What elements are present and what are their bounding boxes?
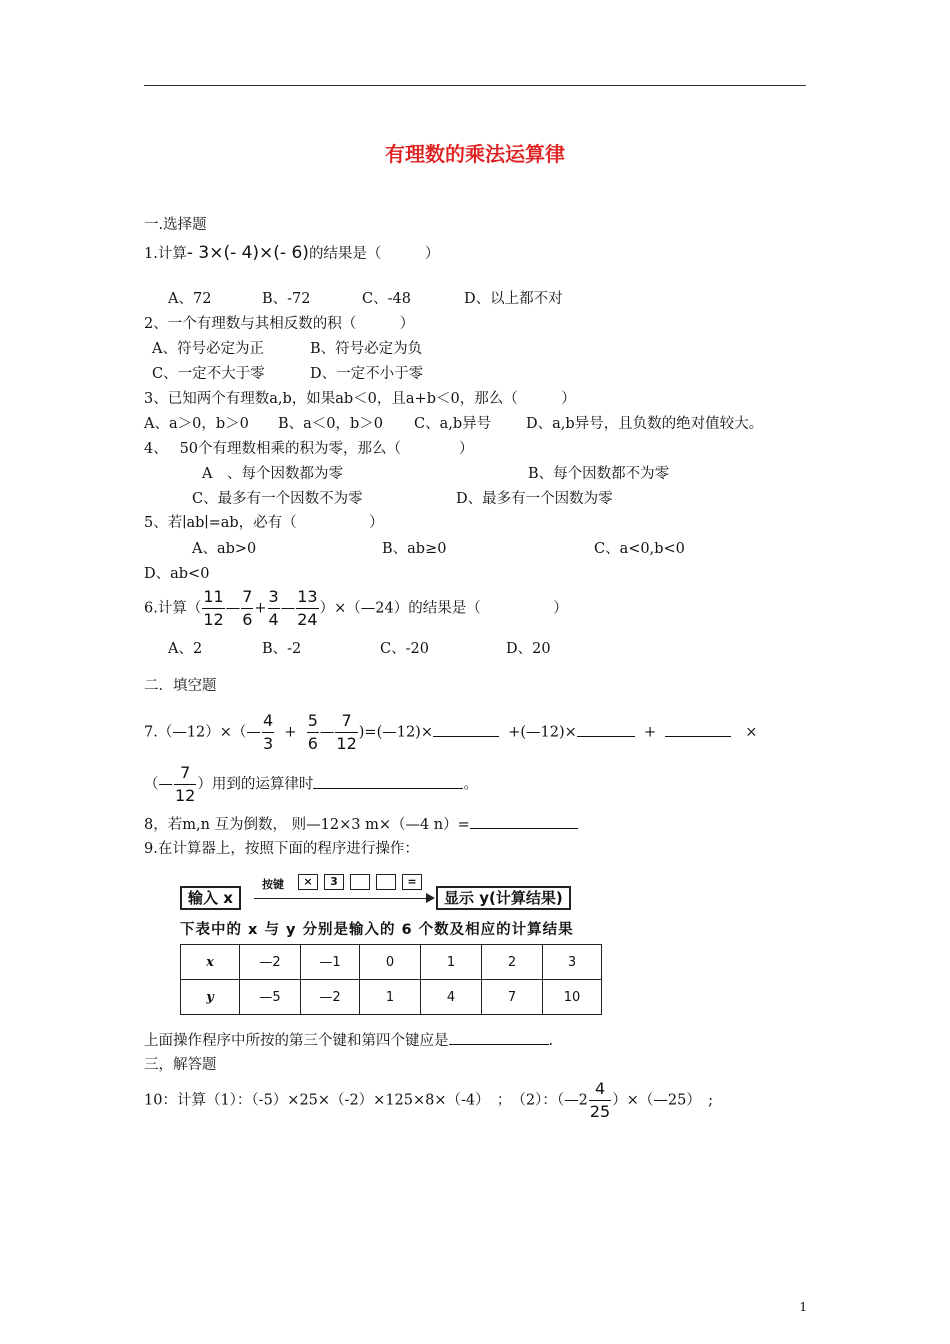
q5-option-b: B、ab≥0 xyxy=(382,541,447,557)
q7-mid: )=(—12)× xyxy=(358,724,433,741)
section-heading-solve: 三，解答题 xyxy=(144,1057,217,1073)
q10-fraction: $\frac{4}{25}$ xyxy=(589,1079,611,1121)
section-heading-choice: 一.选择题 xyxy=(144,217,207,233)
question-7-line-2 xyxy=(144,762,478,807)
q7-operator-1: + xyxy=(284,724,297,741)
q2-option-b: B、符号必定为负 xyxy=(310,341,423,357)
q1-suffix: 的结果是（ ） xyxy=(308,246,440,262)
xy-table xyxy=(180,944,602,1015)
q9-question-text: 上面操作程序中所按的第三个键和第四个键应是 xyxy=(144,1033,449,1049)
q6-fraction-2: $\frac{7}{6}$ xyxy=(242,587,253,629)
question-2: 2、一个有理数与其相反数的积（ ） xyxy=(144,316,415,332)
q7-plus-1: +(—12)× xyxy=(508,724,577,741)
x-cell: —2 xyxy=(240,945,301,980)
q4-option-c: C、最多有一个因数不为零 xyxy=(192,491,363,507)
q7-fraction-1: $\frac{4}{3}$ xyxy=(262,711,274,753)
q2-option-d: D、一定不小于零 xyxy=(310,366,424,382)
question-4: 4、 50个有理数相乘的积为零，那么（ ） xyxy=(144,441,474,457)
q4-option-a: A 、每个因数都为零 xyxy=(202,466,343,482)
q7-end: 。 xyxy=(463,776,478,793)
q4-option-b: B、每个因数都不为零 xyxy=(528,466,670,482)
q7-fraction-3: $\frac{7}{12}$ xyxy=(336,711,357,753)
q5-option-a: A、ab>0 xyxy=(192,541,257,557)
q7-prefix: 7.（—12）×（— xyxy=(144,724,261,741)
y-cell: —2 xyxy=(301,980,360,1015)
question-7-line-1 xyxy=(144,710,757,755)
q2-option-c: C、一定不大于零 xyxy=(152,366,265,382)
y-cell: 1 xyxy=(360,980,421,1015)
q2-option-a: A、符号必定为正 xyxy=(152,341,264,357)
flow-arrow-line xyxy=(254,898,426,899)
q7-times: × xyxy=(745,724,758,741)
q5-option-c: C、a<0,b<0 xyxy=(594,541,685,557)
q6-option-d: D、20 xyxy=(506,641,551,657)
y-cell: —5 xyxy=(240,980,301,1015)
q10-part1: 10：计算（1）：（-5）×25×（-2）×125×8×（-4） ； （2）：（—2 xyxy=(144,1092,588,1109)
q6-fraction-1: $\frac{11}{12}$ xyxy=(203,587,224,629)
q10-part2: ）×（—25） ; xyxy=(612,1092,713,1109)
question-8 xyxy=(144,814,578,834)
q6-operator-2: + xyxy=(254,600,267,617)
q1-option-c: C、-48 xyxy=(362,291,411,307)
q9-blank[interactable] xyxy=(449,1030,549,1045)
page-title: 有理数的乘法运算律 xyxy=(385,142,565,166)
q1-option-d: D、以上都不对 xyxy=(464,291,563,307)
x-label: x xyxy=(181,945,240,980)
input-box: 输入 x xyxy=(180,886,241,910)
table-row-x xyxy=(181,945,602,980)
q9-question xyxy=(144,1030,553,1050)
q6-fraction-3: $\frac{3}{4}$ xyxy=(268,587,279,629)
q3-option-a: A、a＞0，b＞0 xyxy=(144,416,249,432)
table-row-y xyxy=(181,980,602,1015)
header-rule xyxy=(144,85,806,86)
y-cell: 4 xyxy=(421,980,482,1015)
key-times: × xyxy=(298,874,318,890)
q7-plus-2: + xyxy=(644,724,657,741)
y-cell: 10 xyxy=(543,980,602,1015)
q3-option-c: C、a,b异号 xyxy=(414,416,492,432)
x-cell: —1 xyxy=(301,945,360,980)
q7-line2-suffix: ）用到的运算律时 xyxy=(197,776,314,793)
q3-option-b: B、a＜0，b＞0 xyxy=(278,416,384,432)
q3-option-d: D、a,b异号，且负数的绝对值较大。 xyxy=(526,416,764,432)
q6-option-b: B、-2 xyxy=(262,641,302,657)
q6-operator-3: — xyxy=(280,600,296,617)
x-cell: 1 xyxy=(421,945,482,980)
keys-label: 按键 xyxy=(262,878,284,891)
q1-option-a: A、72 xyxy=(168,291,212,307)
q1-option-b: B、-72 xyxy=(262,291,311,307)
q4-option-d: D、最多有一个因数为零 xyxy=(456,491,613,507)
question-1 xyxy=(144,244,439,263)
question-6 xyxy=(144,586,568,631)
q9-end: . xyxy=(548,1033,554,1049)
q7-fraction-4: $\frac{7}{12}$ xyxy=(175,763,196,805)
output-box: 显示 y(计算结果) xyxy=(436,886,571,910)
q7-fraction-2: $\frac{5}{6}$ xyxy=(307,711,318,753)
q5-option-d: D、ab<0 xyxy=(144,566,210,582)
question-5: 5、若∣ab∣=ab，必有（ ） xyxy=(144,515,384,531)
q6-operator-1: — xyxy=(225,600,241,617)
q6-option-a: A、2 xyxy=(168,641,203,657)
section-heading-fill: 二．填空题 xyxy=(144,678,217,694)
q6-option-c: C、-20 xyxy=(380,641,429,657)
table-caption: 下表中的 x 与 y 分别是输入的 6 个数及相应的计算结果 xyxy=(180,922,574,938)
y-cell: 7 xyxy=(482,980,543,1015)
q8-blank[interactable] xyxy=(470,814,578,829)
q8-text: 8，若m,n 互为倒数， 则—12×3 m×（—4 n）= xyxy=(144,817,470,833)
y-label: y xyxy=(181,980,240,1015)
x-cell: 2 xyxy=(482,945,543,980)
q7-line2-prefix: （— xyxy=(144,776,173,793)
q1-prefix: 1.计算 xyxy=(144,246,187,262)
x-cell: 0 xyxy=(360,945,421,980)
q6-suffix: ）×（—24）的结果是（ ） xyxy=(319,600,568,617)
q1-expression: - 3×(- 4)×(- 6) xyxy=(186,243,309,263)
q6-fraction-4: $\frac{13}{24}$ xyxy=(297,587,318,629)
question-3: 3、已知两个有理数a,b，如果ab＜0，且a+b＜0，那么（ ） xyxy=(144,391,576,407)
flow-arrow-head xyxy=(426,893,435,903)
q7-blank-3[interactable] xyxy=(665,722,731,737)
q7-operator-2: — xyxy=(319,724,335,741)
key-equals: = xyxy=(402,874,422,890)
calculator-program-figure xyxy=(180,872,700,1014)
q7-blank-law[interactable] xyxy=(313,774,463,789)
page-number: 1 xyxy=(799,1300,807,1314)
key-blank-4 xyxy=(376,874,396,890)
q7-blank-2[interactable] xyxy=(577,722,635,737)
question-10 xyxy=(144,1078,713,1123)
q6-prefix: 6.计算（ xyxy=(144,600,202,617)
key-blank-3 xyxy=(350,874,370,890)
question-9: 9.在计算器上，按照下面的程序进行操作： xyxy=(144,841,419,857)
key-3: 3 xyxy=(324,874,344,890)
x-cell: 3 xyxy=(543,945,602,980)
q7-blank-1[interactable] xyxy=(433,722,499,737)
